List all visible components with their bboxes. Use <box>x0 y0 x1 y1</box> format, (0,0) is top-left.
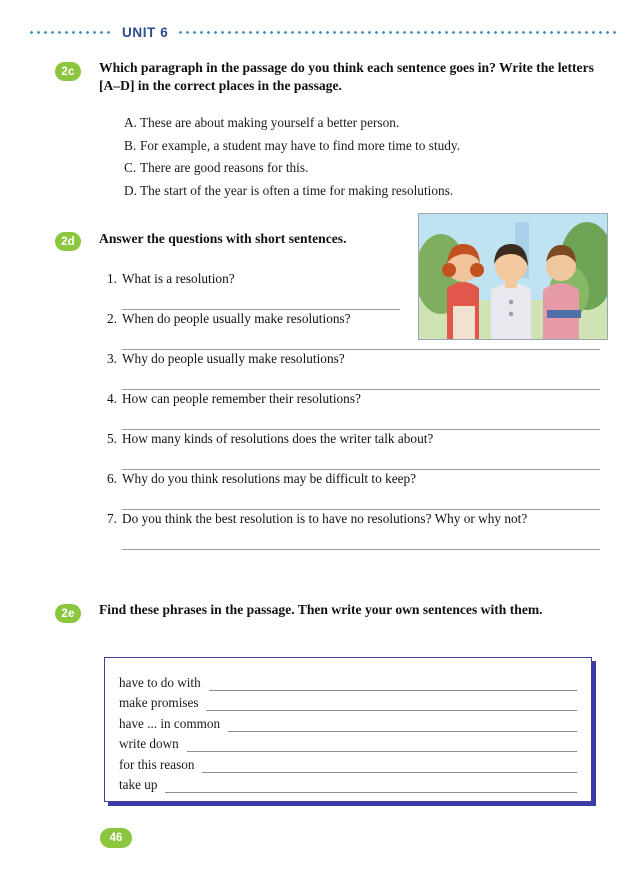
question-number: 7. <box>107 511 117 526</box>
section-2e-instruction: Find these phrases in the passage. Then write your own sentences with them. <box>99 602 543 617</box>
section-2d-questions <box>100 270 600 550</box>
question-number: 5. <box>107 431 117 446</box>
question-text: Do you think the best resolution is to have no resolutions? Why or why not? <box>122 511 528 526</box>
question-number: 6. <box>107 471 117 486</box>
phrase-write-line[interactable] <box>228 716 577 732</box>
question-text: How many kinds of resolutions does the writer talk about? <box>122 431 434 446</box>
option-label: A. <box>124 115 137 130</box>
option-label: D. <box>124 182 137 198</box>
phrase-write-line[interactable] <box>209 675 577 691</box>
section-2c-instruction: Which paragraph in the passage do you think each sentence goes in? Write the letters [A–D] in the correct places in the passage. <box>99 60 594 93</box>
question-text: How can people remember their resolutions? <box>122 391 361 406</box>
answer-line[interactable] <box>122 327 600 350</box>
option-text: There are good reasons for this. <box>140 160 309 175</box>
option-text: These are about making yourself a better person. <box>140 115 400 130</box>
option-text: For example, a student may have to find more time to study. <box>140 137 461 153</box>
list-item <box>124 180 564 203</box>
unit-title: UNIT 6 <box>122 24 169 40</box>
question-number: 1. <box>107 271 117 286</box>
answer-line[interactable] <box>122 287 400 310</box>
phrase-row <box>119 691 577 712</box>
question-item <box>100 270 600 310</box>
phrase-row <box>119 752 577 773</box>
question-text: Why do you think resolutions may be difficult to keep? <box>122 471 417 486</box>
phrase-row <box>119 732 577 753</box>
question-item <box>100 430 600 470</box>
phrase-label: take up <box>119 777 158 792</box>
section-2c-options <box>124 112 564 202</box>
option-text: The start of the year is often a time for making resolutions. <box>140 182 454 198</box>
section-badge-2c: 2c <box>55 62 81 81</box>
page-header <box>28 23 618 41</box>
phrase-label: have to do with <box>119 674 201 690</box>
page-number: 46 <box>100 828 132 848</box>
answer-line[interactable] <box>122 407 600 430</box>
question-item <box>100 310 600 350</box>
phrase-label: make promises <box>119 695 199 710</box>
option-label: C. <box>124 160 137 175</box>
question-item <box>100 510 600 550</box>
question-number: 4. <box>107 391 117 406</box>
list-item <box>124 112 564 135</box>
section-2d-instruction: Answer the questions with short sentences. <box>99 231 347 246</box>
phrase-label: for this reason <box>119 756 195 772</box>
answer-line[interactable] <box>122 447 600 470</box>
question-number: 2. <box>107 311 117 326</box>
question-number: 3. <box>107 351 117 366</box>
question-item <box>100 350 600 390</box>
answer-line[interactable] <box>122 367 600 390</box>
phrase-row <box>119 670 577 691</box>
list-item <box>124 157 564 180</box>
question-text: Why do people usually make resolutions? <box>122 351 345 366</box>
question-text: When do people usually make resolutions? <box>122 311 351 326</box>
phrase-row <box>119 773 577 794</box>
question-item <box>100 470 600 510</box>
phrase-row <box>119 711 577 732</box>
section-badge-2e: 2e <box>55 604 81 623</box>
header-dotted-rule-right <box>177 31 618 34</box>
answer-line[interactable] <box>122 487 600 510</box>
header-dotted-rule-left <box>28 31 113 34</box>
phrase-label: have ... in common <box>119 715 221 731</box>
phrase-write-line[interactable] <box>165 777 577 793</box>
phrase-practice-box <box>104 657 592 802</box>
phrase-label: write down <box>119 736 179 751</box>
question-item <box>100 390 600 430</box>
phrase-write-line[interactable] <box>206 695 577 711</box>
list-item <box>124 135 564 158</box>
option-label: B. <box>124 137 137 153</box>
answer-line[interactable] <box>122 527 600 550</box>
section-badge-2d: 2d <box>55 232 81 251</box>
phrase-write-line[interactable] <box>202 757 577 773</box>
question-text: What is a resolution? <box>122 271 235 286</box>
phrase-write-line[interactable] <box>187 736 577 752</box>
